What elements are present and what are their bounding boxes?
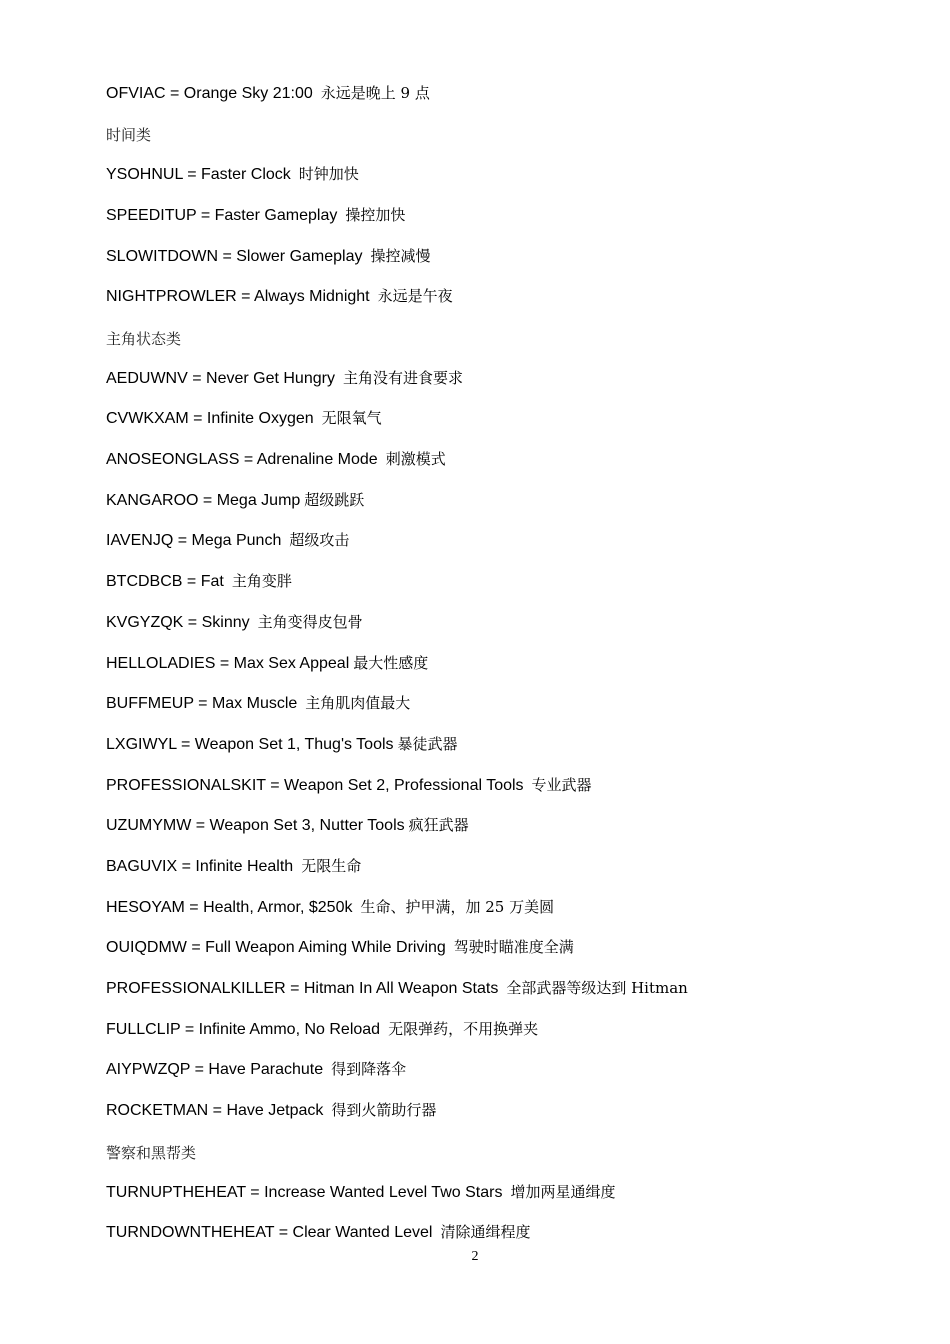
cheat-line (106, 977, 688, 1000)
cheat-code: HELLOLADIES = Max Sex Appeal (106, 655, 350, 672)
cheat-code: ROCKETMAN = Have Jetpack (106, 1102, 324, 1119)
cheat-code: SPEEDITUP = Faster Gameplay (106, 207, 338, 224)
cheat-description-cn: 无限氧气 (321, 409, 382, 427)
cheat-description-cn: 全部武器等级达到 Hitman (506, 979, 688, 997)
cheat-description-cn: 操控减慢 (370, 247, 431, 265)
cheat-description-cn: 疯狂武器 (408, 816, 469, 834)
cheat-description-cn: 时钟加快 (298, 165, 359, 183)
cheat-description-cn: 驾驶时瞄准度全满 (453, 938, 574, 956)
cheat-line (106, 489, 364, 512)
cheat-code: AEDUWNV = Never Get Hungry (106, 370, 335, 387)
cheat-description-cn: 无限弹药，不用换弹夹 (388, 1020, 539, 1038)
cheat-code: IAVENJQ = Mega Punch (106, 532, 282, 549)
cheat-line (106, 855, 361, 878)
cheat-line (106, 814, 469, 837)
cheat-line (106, 896, 554, 919)
cheat-line (106, 936, 574, 959)
cheat-line (106, 774, 592, 797)
cheat-code: PROFESSIONALKILLER = Hitman In All Weapon Stats (106, 980, 499, 997)
cheat-code: TURNDOWNTHEHEAT = Clear Wanted Level (106, 1224, 433, 1241)
cheat-code: FULLCLIP = Infinite Ammo, No Reload (106, 1021, 381, 1038)
cheat-description-cn: 永远是晚上 9 点 (320, 84, 430, 102)
cheat-code: YSOHNUL = Faster Clock (106, 166, 291, 183)
cheat-description-cn: 最大性感度 (353, 654, 429, 672)
cheat-description-cn: 专业武器 (531, 776, 592, 794)
cheat-line (106, 1099, 436, 1122)
cheat-code: ANOSEONGLASS = Adrenaline Mode (106, 451, 378, 468)
cheat-line (106, 529, 349, 552)
cheat-description-cn: 清除通缉程度 (440, 1223, 531, 1241)
cheat-line (106, 407, 382, 430)
cheat-description-cn: 主角变胖 (231, 572, 292, 590)
cheat-line (106, 1058, 406, 1081)
cheat-code: TURNUPTHEHEAT = Increase Wanted Level Two Stars (106, 1184, 503, 1201)
cheat-description-cn: 得到降落伞 (331, 1060, 407, 1078)
cheat-code: BTCDBCB = Fat (106, 573, 224, 590)
cheat-code: LXGIWYL = Weapon Set 1, Thug's Tools (106, 736, 394, 753)
cheat-line (106, 1181, 615, 1204)
cheat-description-cn: 操控加快 (345, 206, 406, 224)
cheat-code: NIGHTPROWLER = Always Midnight (106, 288, 370, 305)
cheat-description-cn: 暴徒武器 (397, 735, 458, 753)
cheat-description-cn: 主角变得皮包骨 (257, 613, 363, 631)
cheat-line (106, 652, 428, 675)
cheat-description-cn: 超级跳跃 (304, 491, 365, 509)
cheat-line (106, 448, 446, 471)
cheat-line (106, 733, 458, 756)
cheat-code: KVGYZQK = Skinny (106, 614, 250, 631)
page-number: 2 (471, 1249, 479, 1264)
cheat-code: OUIQDMW = Full Weapon Aiming While Driving (106, 939, 446, 956)
cheat-description-cn: 得到火箭助行器 (331, 1101, 437, 1119)
cheat-line (106, 1018, 538, 1041)
cheat-line (106, 367, 463, 390)
cheat-code: AIYPWZQP = Have Parachute (106, 1061, 324, 1078)
cheat-line (106, 163, 359, 186)
cheat-line (106, 570, 292, 593)
section-heading-player-status: 主角状态类 (106, 330, 182, 348)
cheat-description-cn: 超级攻击 (289, 531, 350, 549)
cheat-line (106, 611, 363, 634)
cheat-description-cn: 主角没有进食要求 (342, 369, 463, 387)
cheat-description-cn: 生命、护甲满，加 25 万美圆 (360, 898, 555, 916)
cheat-description-cn: 无限生命 (301, 857, 362, 875)
section-heading-police-gangs: 警察和黑帮类 (106, 1144, 197, 1162)
cheat-code: UZUMYMW = Weapon Set 3, Nutter Tools (106, 817, 405, 834)
cheat-code: OFVIAC = Orange Sky 21:00 (106, 85, 313, 102)
cheat-description-cn: 增加两星通缉度 (510, 1183, 616, 1201)
cheat-code: KANGAROO = Mega Jump (106, 492, 301, 509)
cheat-code: HESOYAM = Health, Armor, $250k (106, 899, 353, 916)
cheat-description-cn: 刺激模式 (385, 450, 446, 468)
cheat-description-cn: 永远是午夜 (377, 287, 453, 305)
cheat-line (106, 285, 453, 308)
cheat-description-cn: 主角肌肉值最大 (305, 694, 411, 712)
cheat-code: CVWKXAM = Infinite Oxygen (106, 410, 314, 427)
cheat-code: BAGUVIX = Infinite Health (106, 858, 294, 875)
cheat-line (106, 245, 431, 268)
cheat-code: SLOWITDOWN = Slower Gameplay (106, 248, 363, 265)
cheat-code: PROFESSIONALSKIT = Weapon Set 2, Professional Tools (106, 777, 524, 794)
cheat-line (106, 1221, 530, 1244)
cheat-code: BUFFMEUP = Max Muscle (106, 695, 298, 712)
cheat-line (106, 204, 405, 227)
section-heading-time: 时间类 (106, 126, 152, 144)
cheat-line (106, 82, 430, 105)
cheat-line (106, 692, 410, 715)
